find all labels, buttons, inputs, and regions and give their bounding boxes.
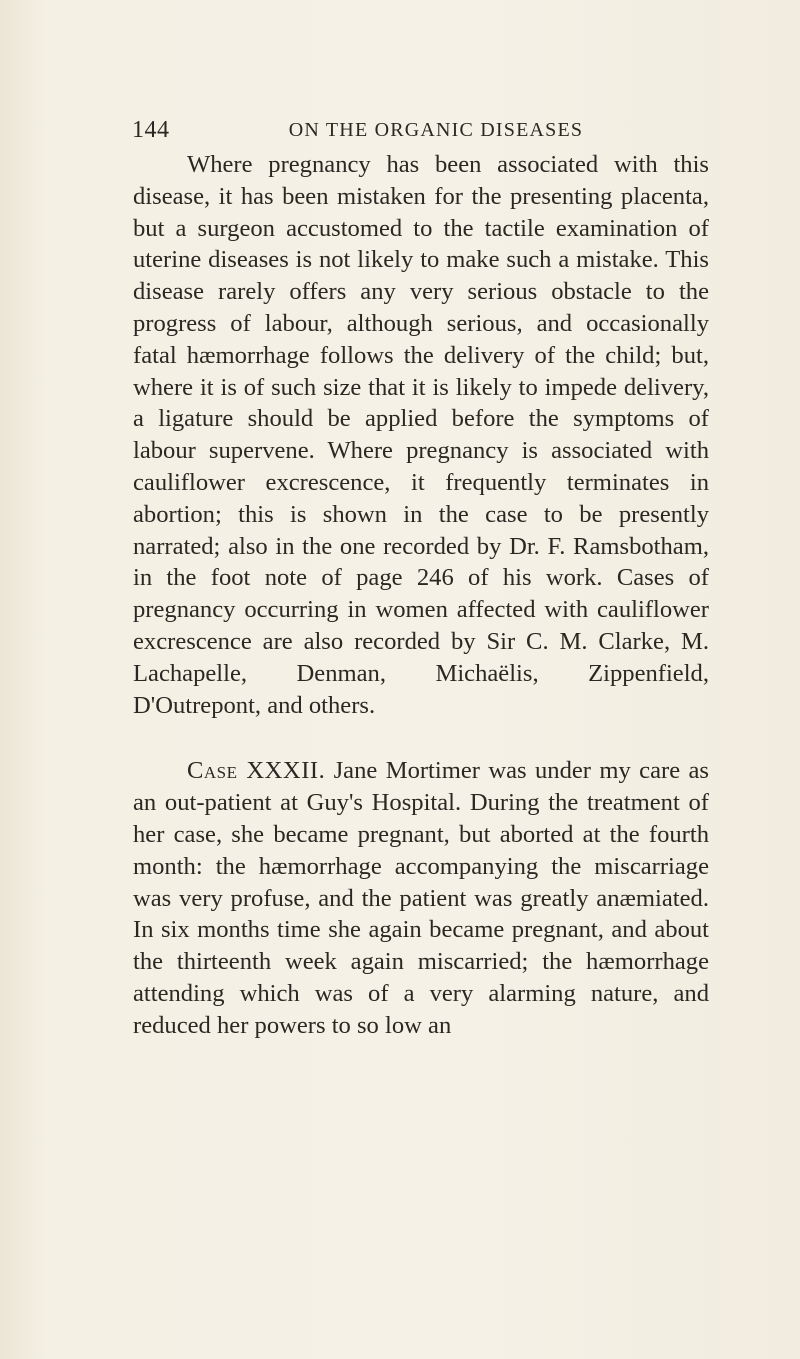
paragraph-1: Where pregnancy has been associated with this disease, it has been mistaken for the presenting placenta, but a surgeon accustomed to the tactile examination of uterine diseases is not likely to make such a mistake. This disease rarely offers any very serious obstacle to the progress of labour, although serious, and occasionally fatal hæmorrhage follows the delivery of the child; but, where it is of such size that it is likely to impede delivery, a ligature should be applied before the symptoms of labour supervene. Where pregnancy is associated with cauliflower excrescence, it frequently terminates in abortion; this is shown in the case to be presently narrated; also in the one recorded by Dr. F. Ramsbotham, in the foot note of page 246 of his work. Cases of pregnancy occurring in women affected with cauliflower excrescence are also recorded by Sir C. M. Clarke, M. Lachapelle, Denman, Michaëlis, Zippenfield, D'Outrepont, and others. xyxy=(133,151,709,719)
body-text xyxy=(133,149,709,1042)
case-label: Case XXXII. xyxy=(187,757,326,785)
paragraph-2-text: Jane Mortimer was under my care as an out-patient at Guy's Hospital. During the treatment of her case, she became pregnant, but aborted at the fourth month: the hæmorrhage accompanying the miscarriage was very profuse, and the patient was greatly anæmiated. In six months time she again became pregnant, and about the thirteenth week again miscarried; the hæmorrhage attending which was of a very alarming nature, and reduced her powers to so low an xyxy=(133,757,709,1039)
running-title: ON THE ORGANIC DISEASES xyxy=(288,119,584,141)
page-number: 144 xyxy=(132,117,170,143)
paragraph-2 xyxy=(133,755,709,1041)
running-head xyxy=(132,117,710,147)
